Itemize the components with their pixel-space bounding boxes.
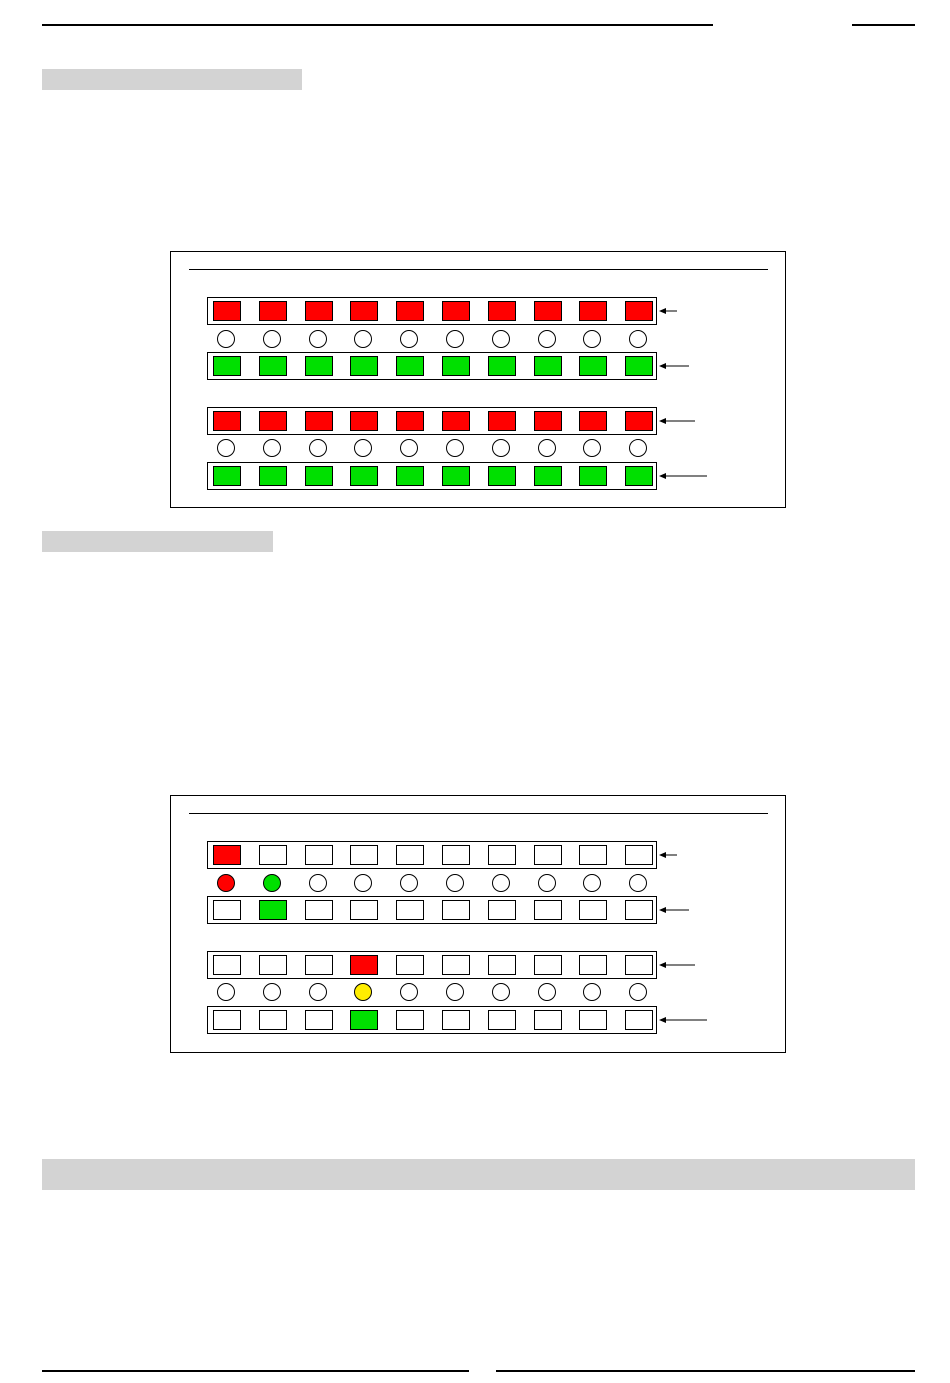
indicator-block-empty [442, 1010, 470, 1030]
indicator-block-red [213, 301, 241, 321]
status-led-empty [629, 439, 647, 457]
status-led-empty [629, 330, 647, 348]
indicator-block-green [579, 356, 607, 376]
indicator-block-empty [442, 900, 470, 920]
arrow-left-icon [659, 362, 689, 370]
footer-rule-right [496, 1370, 915, 1372]
indicator-block-red [396, 411, 424, 431]
indicator-block-green [488, 356, 516, 376]
indicator-strip [207, 841, 657, 869]
indicator-block-empty [579, 900, 607, 920]
status-led-empty [354, 330, 372, 348]
indicator-strip [207, 352, 657, 380]
arrow-left-icon [659, 417, 695, 425]
indicator-block-green [350, 1010, 378, 1030]
indicator-block-red [442, 411, 470, 431]
status-led-empty [492, 330, 510, 348]
status-led-empty [538, 439, 556, 457]
indicator-block-empty [259, 845, 287, 865]
status-led-empty [446, 330, 464, 348]
status-led-empty [217, 439, 235, 457]
indicator-block-empty [442, 955, 470, 975]
indicator-block-empty [488, 955, 516, 975]
indicator-block-red [442, 301, 470, 321]
status-led-empty [446, 874, 464, 892]
indicator-block-red [579, 301, 607, 321]
status-led-empty [263, 330, 281, 348]
indicator-block-empty [396, 845, 424, 865]
indicator-block-green [396, 356, 424, 376]
indicator-block-red [259, 301, 287, 321]
status-led-red [217, 874, 235, 892]
status-led-empty [400, 874, 418, 892]
indicator-block-red [534, 411, 562, 431]
indicator-block-empty [305, 955, 333, 975]
indicator-block-red [625, 301, 653, 321]
indicator-block-empty [625, 845, 653, 865]
status-led-empty [492, 874, 510, 892]
status-led-empty [263, 983, 281, 1001]
status-led-empty [263, 439, 281, 457]
header-rule-right [852, 24, 915, 26]
arrow-left-icon [659, 472, 707, 480]
section-heading-band-2 [42, 531, 273, 552]
diagram-title-rule [189, 813, 768, 814]
footer-rule-left [42, 1370, 469, 1372]
indicator-block-empty [305, 845, 333, 865]
indicator-block-empty [488, 845, 516, 865]
indicator-block-red [259, 411, 287, 431]
indicator-block-empty [305, 1010, 333, 1030]
indicator-block-red [396, 301, 424, 321]
arrow-left-icon [659, 851, 677, 859]
indicator-block-red [579, 411, 607, 431]
status-led-empty [583, 439, 601, 457]
diagram-title-rule [189, 269, 768, 270]
indicator-block-empty [442, 845, 470, 865]
indicator-block-red [350, 955, 378, 975]
status-led-empty [400, 330, 418, 348]
arrow-left-icon [659, 307, 677, 315]
status-led-empty [538, 330, 556, 348]
status-led-empty [217, 983, 235, 1001]
indicator-block-green [213, 356, 241, 376]
indicator-diagram-1 [170, 251, 786, 508]
indicator-block-empty [213, 900, 241, 920]
arrow-left-icon [659, 906, 689, 914]
indicator-block-green [625, 356, 653, 376]
arrow-left-icon [659, 961, 695, 969]
status-led-empty [583, 983, 601, 1001]
indicator-block-green [625, 466, 653, 486]
indicator-block-empty [625, 1010, 653, 1030]
indicator-block-green [305, 356, 333, 376]
section-heading-band-1 [42, 69, 302, 90]
indicator-strip [207, 407, 657, 435]
status-led-empty [309, 874, 327, 892]
indicator-block-red [534, 301, 562, 321]
indicator-strip [207, 297, 657, 325]
indicator-block-red [305, 411, 333, 431]
indicator-block-empty [350, 900, 378, 920]
status-led-empty [492, 439, 510, 457]
indicator-block-green [579, 466, 607, 486]
indicator-block-green [442, 356, 470, 376]
indicator-block-red [213, 845, 241, 865]
status-led-empty [309, 983, 327, 1001]
status-led-empty [309, 330, 327, 348]
status-led-empty [583, 330, 601, 348]
indicator-block-empty [213, 955, 241, 975]
status-led-empty [217, 330, 235, 348]
indicator-block-green [396, 466, 424, 486]
indicator-block-empty [259, 955, 287, 975]
indicator-block-empty [579, 845, 607, 865]
indicator-block-empty [534, 955, 562, 975]
indicator-block-red [350, 411, 378, 431]
indicator-block-green [259, 900, 287, 920]
indicator-block-green [305, 466, 333, 486]
indicator-block-empty [625, 900, 653, 920]
indicator-strip [207, 462, 657, 490]
indicator-block-red [625, 411, 653, 431]
indicator-block-green [259, 466, 287, 486]
indicator-block-green [442, 466, 470, 486]
indicator-block-red [488, 301, 516, 321]
indicator-block-empty [396, 900, 424, 920]
indicator-block-green [350, 356, 378, 376]
status-led-empty [629, 983, 647, 1001]
indicator-block-green [350, 466, 378, 486]
section-heading-band-3 [42, 1159, 915, 1190]
indicator-block-green [534, 356, 562, 376]
indicator-strip [207, 896, 657, 924]
status-led-empty [583, 874, 601, 892]
status-led-empty [354, 874, 372, 892]
indicator-block-green [259, 356, 287, 376]
indicator-strip [207, 951, 657, 979]
status-led-empty [446, 439, 464, 457]
status-led-empty [400, 983, 418, 1001]
indicator-block-green [213, 466, 241, 486]
indicator-block-empty [396, 1010, 424, 1030]
indicator-diagram-2 [170, 795, 786, 1053]
status-led-empty [629, 874, 647, 892]
indicator-block-green [488, 466, 516, 486]
indicator-block-empty [534, 900, 562, 920]
status-led-empty [492, 983, 510, 1001]
indicator-block-empty [579, 955, 607, 975]
indicator-block-empty [213, 1010, 241, 1030]
status-led-empty [538, 874, 556, 892]
indicator-block-empty [534, 1010, 562, 1030]
indicator-block-red [350, 301, 378, 321]
indicator-block-empty [488, 1010, 516, 1030]
status-led-green [263, 874, 281, 892]
status-led-empty [400, 439, 418, 457]
indicator-strip [207, 1006, 657, 1034]
indicator-block-red [213, 411, 241, 431]
indicator-block-red [305, 301, 333, 321]
status-led-empty [354, 439, 372, 457]
indicator-block-empty [259, 1010, 287, 1030]
indicator-block-red [488, 411, 516, 431]
indicator-block-empty [350, 845, 378, 865]
header-rule-left [42, 24, 713, 26]
indicator-block-empty [396, 955, 424, 975]
status-led-empty [446, 983, 464, 1001]
status-led-empty [538, 983, 556, 1001]
indicator-block-empty [534, 845, 562, 865]
indicator-block-empty [488, 900, 516, 920]
arrow-left-icon [659, 1016, 707, 1024]
status-led-yellow [354, 983, 372, 1001]
indicator-block-empty [305, 900, 333, 920]
status-led-empty [309, 439, 327, 457]
indicator-block-empty [625, 955, 653, 975]
indicator-block-green [534, 466, 562, 486]
indicator-block-empty [579, 1010, 607, 1030]
